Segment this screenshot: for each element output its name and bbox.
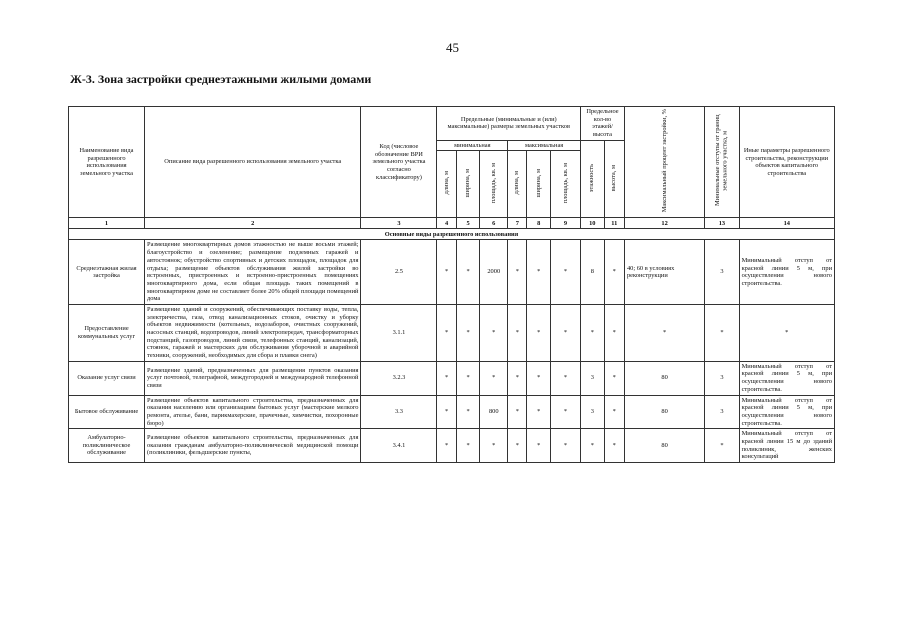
row-code: 3.2.3	[361, 361, 437, 395]
row-code: 2.5	[361, 240, 437, 305]
row-coverage: 80	[624, 361, 704, 395]
row-coverage: *	[624, 304, 704, 361]
row-cell: *	[508, 395, 527, 429]
row-description: Размещение многоквартирных домов этажностью не выше восьми этажей; благоустройство и озеленение; размещение подземных гаражей и автостоянок; обустройство спортивных и детских площадок, площадок для отдыха; размещение объектов обслуживания жилой застройки во встроенных, пристроенных и встроенно-пристроенных помещениях многоквартирного дома, если общая площадь таких помещений в многоквартирном доме не составляет более 20% общей площади помещений дома	[145, 240, 361, 305]
row-cell: *	[581, 429, 605, 463]
row-cell: 800	[480, 395, 508, 429]
header-code: Код (числовое обозначение ВРИ земельного участка согласно классификатору)	[361, 107, 437, 218]
row-coverage: 40; 60 в условиях реконструкции	[624, 240, 704, 305]
row-cell: 3	[581, 361, 605, 395]
header-max-length: длина, м	[508, 151, 527, 218]
row-cell: *	[437, 240, 456, 305]
row-setback: *	[705, 429, 739, 463]
row-cell: *	[508, 429, 527, 463]
table-row	[69, 240, 835, 305]
table-row	[69, 304, 835, 361]
column-number: 7	[508, 218, 527, 229]
column-number: 1	[69, 218, 145, 229]
column-number: 14	[739, 218, 834, 229]
header-name: Наименование вида разрешенного использования земельного участка	[69, 107, 145, 218]
header-height: высота, м	[604, 140, 624, 218]
header-other-params: Иные параметры разрешенного строительства, реконструкции объектов капитального строительства	[739, 107, 834, 218]
header-max-coverage: Максимальный процент застройки, %	[624, 107, 704, 218]
header-min-length: длина, м	[437, 151, 456, 218]
column-number: 10	[581, 218, 605, 229]
row-cell: *	[604, 395, 624, 429]
row-cell: *	[456, 304, 480, 361]
row-cell: 3	[581, 395, 605, 429]
row-coverage: 80	[624, 429, 704, 463]
column-number: 13	[705, 218, 739, 229]
row-description: Размещение зданий, предназначенных для размещения пунктов оказания услуг почтовой, телеграфной, междугородней и международной телефонной связи	[145, 361, 361, 395]
row-cell: 2000	[480, 240, 508, 305]
row-other: Минимальный отступ от красной линии 5 м, при осуществлении нового строительства.	[739, 395, 834, 429]
row-cell: *	[551, 395, 581, 429]
column-number: 9	[551, 218, 581, 229]
column-number: 5	[456, 218, 480, 229]
row-cell: *	[437, 361, 456, 395]
header-min-setback: Минимальные отступы от границ земельного участка, м	[705, 107, 739, 218]
column-number: 12	[624, 218, 704, 229]
row-cell: *	[551, 304, 581, 361]
row-cell: 8	[581, 240, 605, 305]
row-cell: *	[508, 240, 527, 305]
header-maximal: максимальная	[508, 140, 581, 151]
header-min-width: ширина, м	[456, 151, 480, 218]
row-cell: *	[437, 429, 456, 463]
row-description: Размещение объектов капитального строительства, предназначенных для оказания населению или организациям бытовых услуг (мастерские мелкого ремонта, ателье, бани, парикмахерские, прачечные, химчистки, похоронные бюро)	[145, 395, 361, 429]
row-cell: *	[527, 361, 551, 395]
row-cell: *	[527, 395, 551, 429]
row-cell: *	[604, 304, 624, 361]
row-cell: *	[604, 240, 624, 305]
row-name: Предоставление коммунальных услуг	[69, 304, 145, 361]
column-number: 8	[527, 218, 551, 229]
row-other: *	[739, 304, 834, 361]
header-floors: этажность	[581, 140, 605, 218]
row-cell: *	[480, 361, 508, 395]
row-other: Минимальный отступ от красной линии 5 м, при осуществлении нового строительства.	[739, 240, 834, 305]
header-minimal: минимальная	[437, 140, 508, 151]
row-name: Оказание услуг связи	[69, 361, 145, 395]
row-setback: *	[705, 304, 739, 361]
header-description: Описание вида разрешенного использования земельного участка	[145, 107, 361, 218]
row-cell: *	[527, 240, 551, 305]
row-setback: 3	[705, 395, 739, 429]
row-cell: *	[456, 240, 480, 305]
row-cell: *	[581, 304, 605, 361]
row-other: Минимальный отступ от красной линии 15 м до зданий поликлиник, женских консультаций	[739, 429, 834, 463]
column-number: 3	[361, 218, 437, 229]
row-description: Размещение зданий и сооружений, обеспечивающих поставку воды, тепла, электричества, газа, отвод канализационных стоков, очистку и уборку объектов недвижимости (котельных, водозаборов, очистных сооружений, насосных станций, водопроводов, линий электропередач, трансформаторных подстанций, газопроводов, линий связи, телефонных станций, канализаций, стоянок, гаражей и мастерских для обслуживания уборочной и аварийной техники, сооружений, необходимых для сбора и плавки снега)	[145, 304, 361, 361]
row-cell: *	[508, 304, 527, 361]
row-cell: *	[527, 304, 551, 361]
row-cell: *	[604, 429, 624, 463]
table-row	[69, 395, 835, 429]
header-floors-group: Предельное кол-во этажей/ высота	[581, 107, 625, 141]
row-cell: *	[437, 395, 456, 429]
row-cell: *	[604, 361, 624, 395]
row-cell: *	[508, 361, 527, 395]
row-name: Среднеэтажная жилая застройка	[69, 240, 145, 305]
column-number: 2	[145, 218, 361, 229]
row-code: 3.4.1	[361, 429, 437, 463]
zone-table	[68, 106, 835, 463]
row-cell: *	[456, 429, 480, 463]
column-number: 4	[437, 218, 456, 229]
row-code: 3.3	[361, 395, 437, 429]
row-cell: *	[480, 304, 508, 361]
row-coverage: 80	[624, 395, 704, 429]
row-name: Бытовое обслуживание	[69, 395, 145, 429]
section-row	[69, 229, 835, 240]
column-number: 11	[604, 218, 624, 229]
zone-heading: Ж-3. Зона застройки среднеэтажными жилыми домами	[70, 72, 372, 86]
table-row	[69, 429, 835, 463]
row-cell: *	[551, 429, 581, 463]
header-min-area: площадь, кв. м	[480, 151, 508, 218]
row-code: 3.1.1	[361, 304, 437, 361]
header-limits: Предельные (минимальные и (или) максимальные) размеры земельных участков	[437, 107, 581, 141]
section-title: Основные виды разрешенного использования	[69, 229, 835, 240]
row-description: Размещение объектов капитального строительства, предназначенных для оказания гражданам амбулаторно-поликлинической медицинской помощи (поликлиники, фельдшерские пункты,	[145, 429, 361, 463]
row-cell: *	[437, 304, 456, 361]
column-number-row	[69, 218, 835, 229]
table-row	[69, 361, 835, 395]
row-name: Амбулаторно-поликлиническое обслуживание	[69, 429, 145, 463]
column-number: 6	[480, 218, 508, 229]
row-setback: 3	[705, 361, 739, 395]
row-cell: *	[551, 361, 581, 395]
row-cell: *	[456, 361, 480, 395]
row-setback: 3	[705, 240, 739, 305]
header-max-area: площадь, кв. м	[551, 151, 581, 218]
row-cell: *	[551, 240, 581, 305]
row-cell: *	[456, 395, 480, 429]
row-cell: *	[527, 429, 551, 463]
row-cell: *	[480, 429, 508, 463]
page-number: 45	[446, 40, 459, 55]
header-max-width: ширина, м	[527, 151, 551, 218]
row-other: Минимальный отступ от красной линии 5 м, при осуществлении нового строительства.	[739, 361, 834, 395]
